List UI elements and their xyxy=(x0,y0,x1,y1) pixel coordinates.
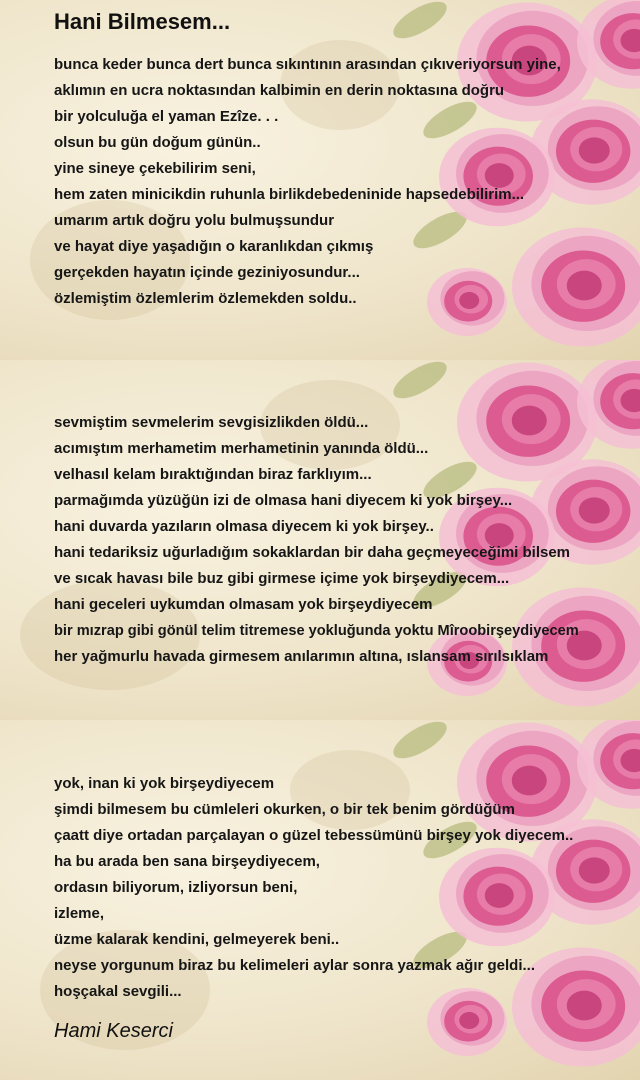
poem-line: izleme, xyxy=(54,905,105,922)
poem-line: üzme kalarak kendini, gelmeyerek beni.. xyxy=(54,931,340,948)
stanza-2 xyxy=(54,410,579,670)
poem-line: bir yolculuğa el yaman Ezîze. . . xyxy=(54,108,279,125)
stanza-3 xyxy=(54,771,573,1005)
poem-line: ve sıcak havası bile buz gibi girmese içime yok birşeydiyecem... xyxy=(54,570,510,587)
stanza-1 xyxy=(54,52,561,312)
poem-line: olsun bu gün doğum günün.. xyxy=(54,134,261,151)
poem-title: Hani Bilmesem... xyxy=(54,9,231,34)
poem-line: parmağımda yüzüğün izi de olmasa hani diyecem ki yok birşey... xyxy=(54,492,513,509)
poem-line: velhasıl kelam bıraktığından biraz farklıyım... xyxy=(54,466,372,483)
poem-line: yine sineye çekebilirim seni, xyxy=(54,160,256,177)
author-signature: Hami Keserci xyxy=(54,1020,173,1042)
poem-line: özlemiştim özlemlerim özlemekden soldu.. xyxy=(54,290,357,307)
poem-line: aklımın en ucra noktasından kalbimin en derin noktasına doğru xyxy=(54,82,505,99)
poem-line: bir mızrap gibi gönül telim titremese yokluğunda yoktu Mîroobirşeydiyecem xyxy=(54,623,579,639)
poem-line: umarım artık doğru yolu bulmuşsundur xyxy=(54,212,335,229)
poem-line: ha bu arada ben sana birşeydiyecem, xyxy=(54,853,320,870)
poem-line: hoşçakal sevgili... xyxy=(54,983,182,1000)
poem-line: hani geceleri uykumdan olmasam yok birşeydiyecem xyxy=(54,596,433,613)
poem-line: çaatt diye ortadan parçalayan o güzel tebessümünü birşey yok diyecem.. xyxy=(54,827,574,844)
poem-line: acımıştım merhametim merhametinin yanında öldü... xyxy=(54,440,429,457)
poem-line: hani tedariksiz uğurladığım sokaklardan bir daha geçmeyeceğimi bilsem xyxy=(54,544,571,561)
poem-line: hani duvarda yazıların olmasa diyecem ki yok birşey.. xyxy=(54,518,434,535)
poem-line: her yağmurlu havada girmesem anılarımın altına, ıslansam sırılsıklam xyxy=(54,648,549,665)
poem-line: ordasın biliyorum, izliyorsun beni, xyxy=(54,879,298,896)
poem-line: bunca keder bunca dert bunca sıkıntının arasından çıkıveriyorsun yine, xyxy=(54,56,561,73)
poem-line: neyse yorgunum biraz bu kelimeleri aylar sonra yazmak ağır geldi... xyxy=(54,957,536,974)
poem-line: gerçekden hayatın içinde geziniyosundur... xyxy=(54,264,360,281)
poem-line: sevmiştim sevmelerim sevgisizlikden öldü... xyxy=(54,414,369,431)
poem-line: ve hayat diye yaşadığın o karanlıkdan çıkmış xyxy=(54,238,374,255)
poem-line: hem zaten minicikdin ruhunla birlikdebedeninide hapsedebilirim... xyxy=(54,186,525,203)
poem-line: şimdi bilmesem bu cümleleri okurken, o bir tek benim gördüğüm xyxy=(54,801,515,818)
poem-line: yok, inan ki yok birşeydiyecem xyxy=(54,775,275,792)
